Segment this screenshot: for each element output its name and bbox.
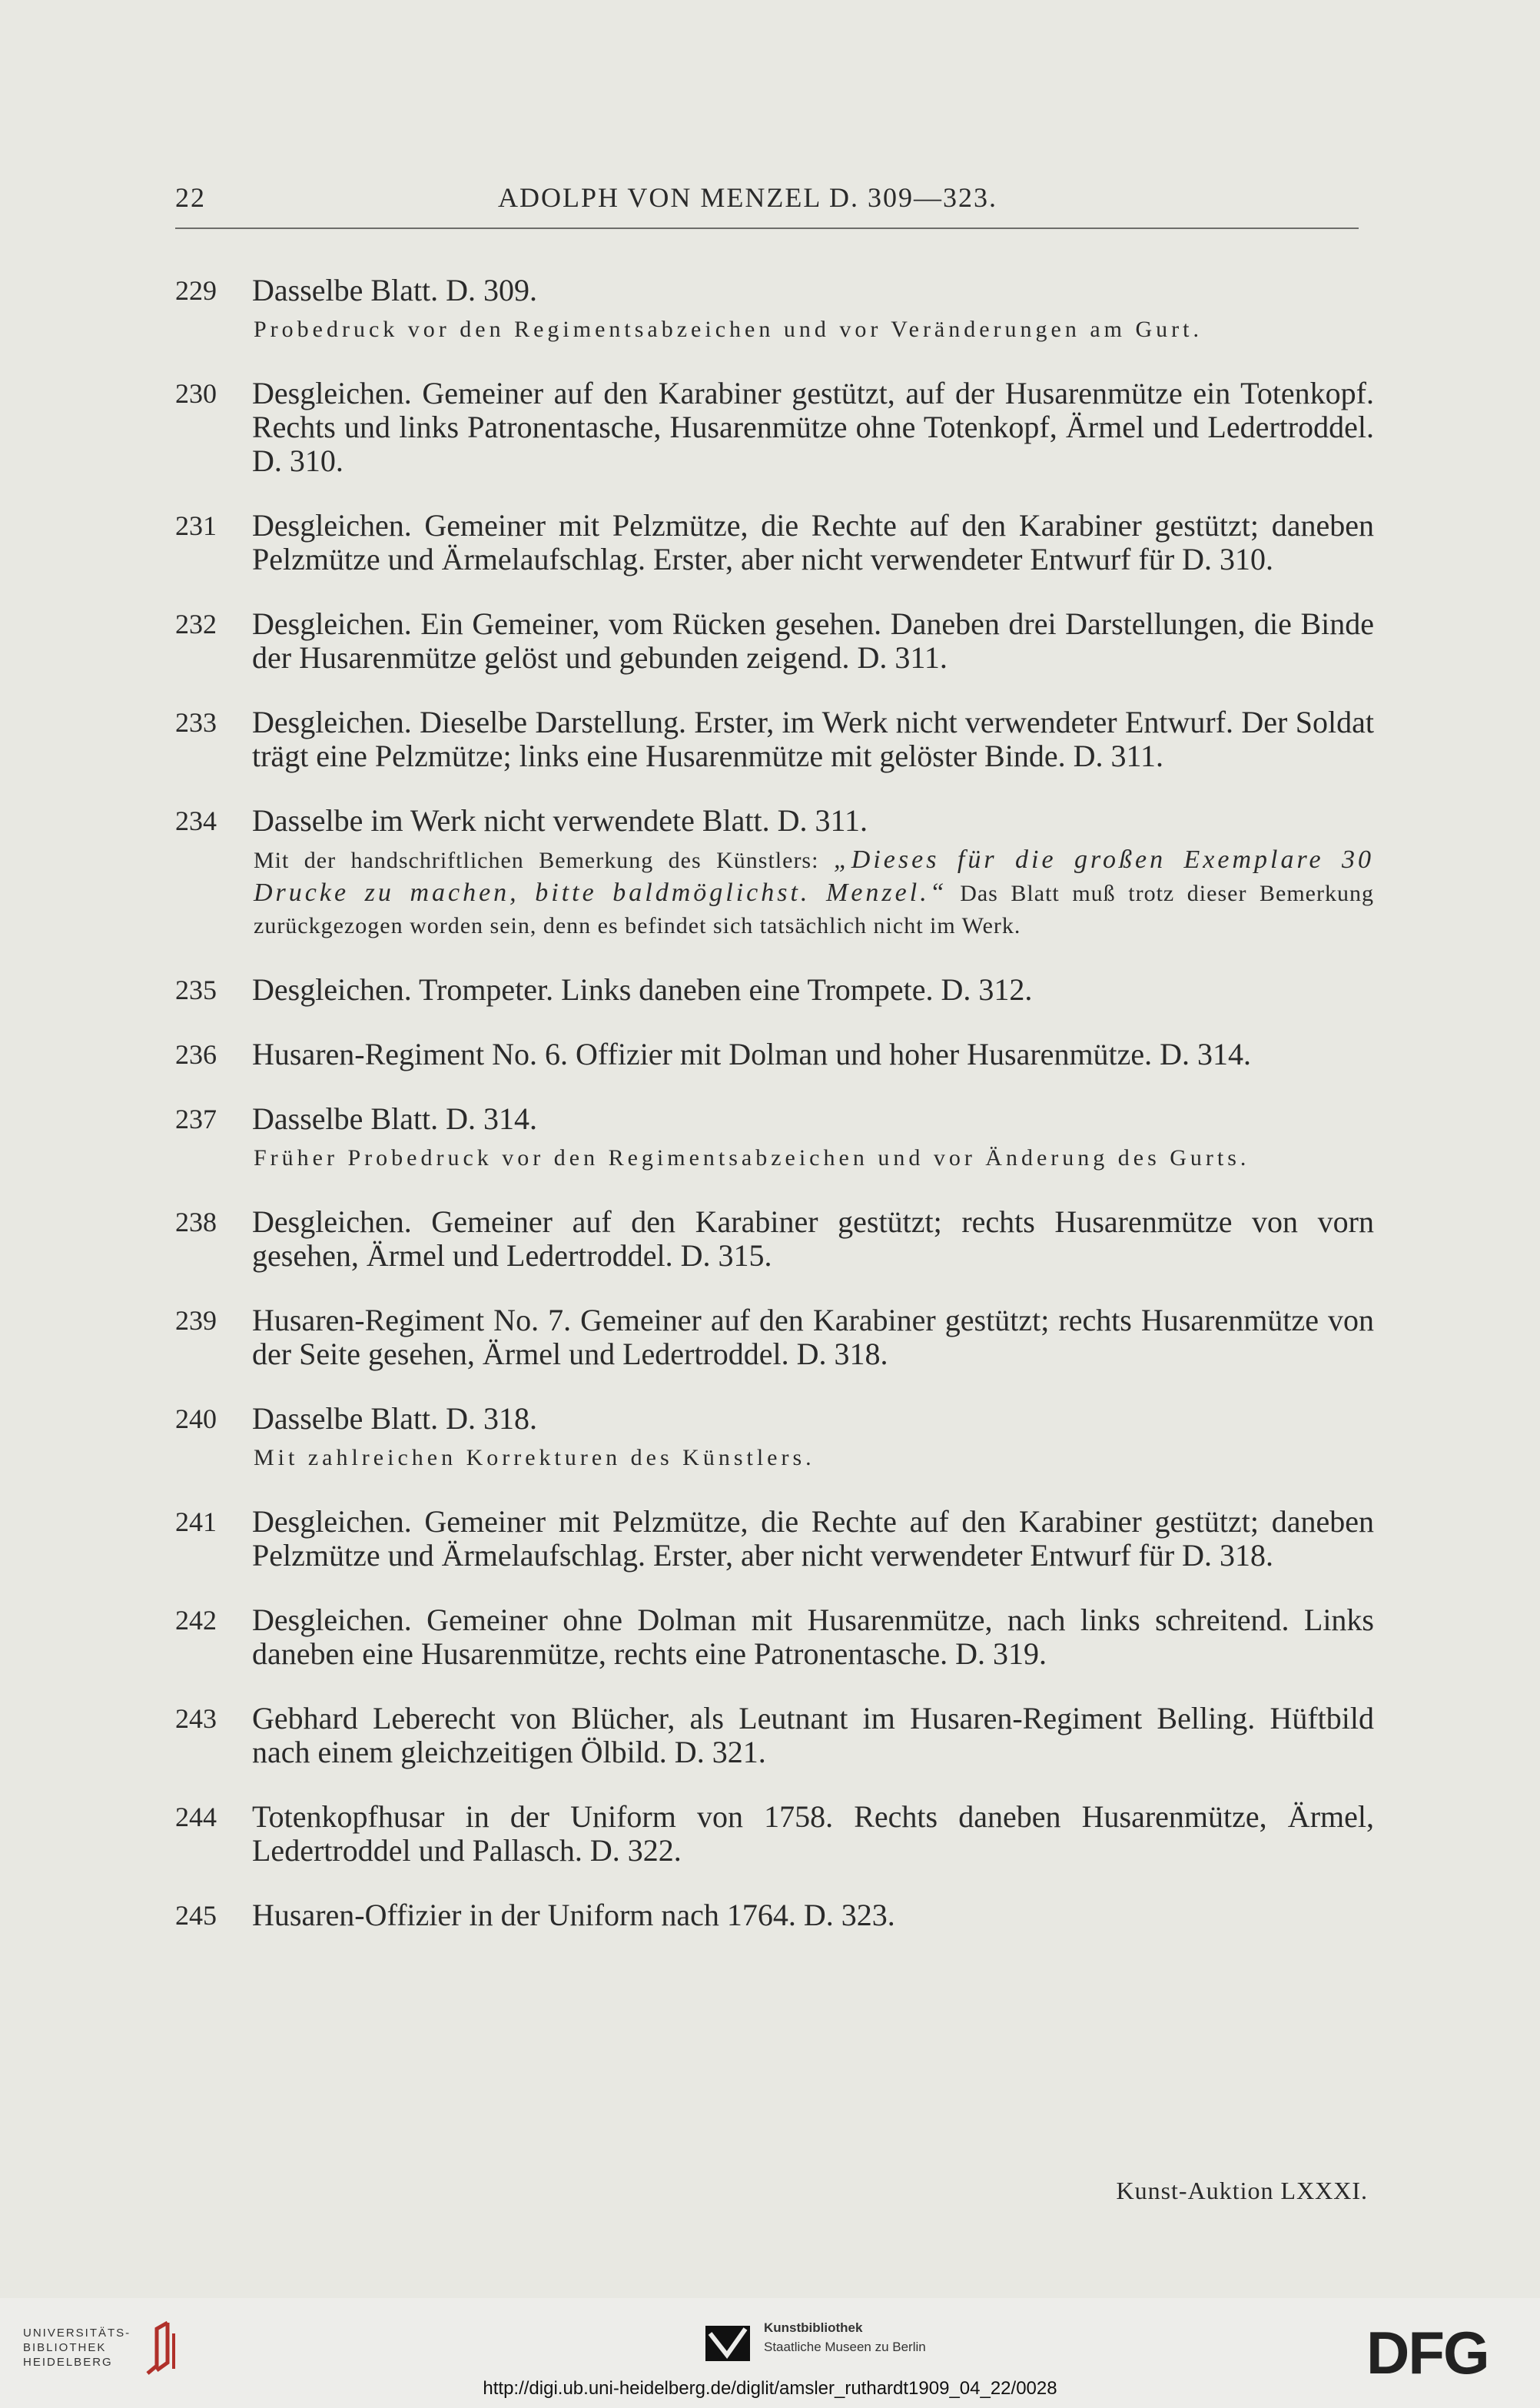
entry-number: 231 — [175, 510, 217, 541]
note-intro: Mit der handschriftlichen Bemerkung des Künstlers: — [254, 848, 834, 873]
entry-number: 239 — [175, 1305, 217, 1336]
header-rule — [175, 228, 1359, 229]
entry-text: Desgleichen. Trompeter. Links daneben eine Trompete. D. 312. — [252, 972, 1033, 1007]
entry-note — [254, 844, 1374, 942]
catalog-entry — [175, 1205, 1374, 1273]
entry-number: 232 — [175, 609, 217, 639]
entry-number: 243 — [175, 1703, 217, 1734]
kb-subtitle: Staatliche Museen zu Berlin — [764, 2340, 926, 2354]
catalog-entry — [175, 1702, 1374, 1769]
entry-number: 233 — [175, 707, 217, 738]
entry-text: Gebhard Leberecht von Blücher, als Leutnant im Husaren-Regiment Belling. Hüftbild nach einem gleichzeitigen Ölbild. D. 321. — [252, 1701, 1374, 1769]
uni-line: UNIVERSITÄTS- — [23, 2327, 131, 2340]
catalog-entry — [175, 1505, 1374, 1573]
entry-text: Husaren-Offizier in der Uniform nach 1764. D. 323. — [252, 1898, 895, 1932]
dfg-logo[interactable]: DFG — [1366, 2319, 1489, 2386]
note-remark: Das Blatt muß trotz dieser Bemerkung zurückgezogen worden sein, denn es befindet sich tatsächlich nicht im Werk. — [254, 881, 1374, 938]
running-header — [175, 181, 1359, 228]
catalog-entry — [175, 274, 1374, 346]
entry-text: Dasselbe im Werk nicht verwendete Blatt. D. 311. — [252, 803, 868, 838]
catalog-entry — [175, 1304, 1374, 1371]
catalog-entry — [175, 706, 1374, 773]
catalog-entry — [175, 1402, 1374, 1474]
catalog-entry — [175, 1038, 1374, 1071]
catalog-entry — [175, 377, 1374, 478]
entry-number: 241 — [175, 1506, 217, 1537]
university-logo-icon[interactable] — [137, 2318, 186, 2380]
entry-number: 242 — [175, 1605, 217, 1636]
entry-text: Desgleichen. Gemeiner auf den Karabiner gestützt; rechts Husarenmütze von vorn gesehen, Ärmel und Ledertroddel. D. 315. — [252, 1204, 1374, 1273]
entry-text: Desgleichen. Dieselbe Darstellung. Erster, im Werk nicht verwendeter Entwurf. Der Soldat trägt eine Pelzmütze; links eine Husarenmütze mit gelöster Binde. D. 311. — [252, 705, 1374, 773]
entry-text: Desgleichen. Gemeiner mit Pelzmütze, die Rechte auf den Karabiner gestützt; daneben Pelzmütze und Ärmelaufschlag. Erster, aber nicht verwendeter Entwurf für D. 310. — [252, 508, 1374, 576]
page-number: 22 — [175, 182, 206, 213]
entry-text: Husaren-Regiment No. 6. Offizier mit Dolman und hoher Husarenmütze. D. 314. — [252, 1037, 1252, 1071]
source-url[interactable]: http://digi.ub.uni-heidelberg.de/diglit/amsler_ruthardt1909_04_22/0028 — [483, 2378, 1057, 2399]
entry-text: Dasselbe Blatt. D. 309. — [252, 273, 538, 307]
entry-text: Husaren-Regiment No. 7. Gemeiner auf den Karabiner gestützt; rechts Husarenmütze von der Seite gesehen, Ärmel und Ledertroddel. D. 318. — [252, 1303, 1374, 1371]
entry-number: 245 — [175, 1900, 217, 1931]
kb-title: Kunstbibliothek — [764, 2320, 863, 2335]
uni-line: BIBLIOTHEK — [23, 2341, 107, 2354]
university-library-label[interactable] — [23, 2326, 131, 2370]
entry-text: Desgleichen. Gemeiner auf den Karabiner gestützt, auf der Husarenmütze ein Totenkopf. Rechts und links Patronentasche, Husarenmütze ohne Totenkopf, Ärmel und Ledertroddel. D. 310. — [252, 376, 1374, 478]
digitization-footer-bar — [0, 2298, 1540, 2408]
catalog-entry — [175, 1603, 1374, 1671]
running-title: ADOLPH VON MENZEL D. 309—323. — [498, 182, 997, 213]
kunstbibliothek-logo-icon[interactable] — [704, 2318, 752, 2364]
kunstbibliothek-label[interactable] — [764, 2318, 926, 2357]
catalog-entry — [175, 607, 1374, 675]
entry-number: 229 — [175, 275, 217, 306]
catalog-entry — [175, 1800, 1374, 1868]
entry-number: 237 — [175, 1104, 217, 1134]
catalog-entry — [175, 1898, 1374, 1932]
entry-note: Mit zahlreichen Korrekturen des Künstlers. — [254, 1445, 815, 1470]
artist-quote: „Dieses für die großen Exemplare 30 Drucke zu machen, bitte baldmöglichst. Menzel.“ — [254, 845, 1374, 907]
catalog-entries — [175, 274, 1374, 1963]
entry-note: Früher Probedruck vor den Regimentsabzeichen und vor Änderung des Gurts. — [254, 1145, 1250, 1171]
entry-number: 236 — [175, 1039, 217, 1070]
entry-number: 234 — [175, 805, 217, 836]
catalog-signature: Kunst-Auktion LXXXI. — [1116, 2177, 1368, 2204]
catalog-entry — [175, 804, 1374, 942]
entry-number: 240 — [175, 1403, 217, 1434]
entry-text: Totenkopfhusar in der Uniform von 1758. Rechts daneben Husarenmütze, Ärmel, Ledertroddel und Pallasch. D. 322. — [252, 1799, 1374, 1868]
entry-text: Desgleichen. Gemeiner ohne Dolman mit Husarenmütze, nach links schreitend. Links daneben eine Husarenmütze, rechts eine Patronentasche. D. 319. — [252, 1603, 1374, 1671]
entry-number: 235 — [175, 975, 217, 1005]
catalog-entry — [175, 509, 1374, 576]
entry-number: 238 — [175, 1207, 217, 1237]
entry-note: Probedruck vor den Regimentsabzeichen und vor Veränderungen am Gurt. — [254, 317, 1203, 342]
uni-line: HEIDELBERG — [23, 2356, 113, 2369]
catalog-entry — [175, 973, 1374, 1007]
catalog-entry — [175, 1102, 1374, 1174]
entry-text: Desgleichen. Gemeiner mit Pelzmütze, die Rechte auf den Karabiner gestützt; daneben Pelzmütze und Ärmelaufschlag. Erster, aber nicht verwendeter Entwurf für D. 318. — [252, 1504, 1374, 1573]
entry-number: 244 — [175, 1802, 217, 1832]
entry-number: 230 — [175, 378, 217, 409]
entry-text: Dasselbe Blatt. D. 314. — [252, 1101, 538, 1136]
entry-text: Dasselbe Blatt. D. 318. — [252, 1401, 538, 1436]
entry-text: Desgleichen. Ein Gemeiner, vom Rücken gesehen. Daneben drei Darstellungen, die Binde der Husarenmütze gelöst und gebunden zeigend. D. 311. — [252, 606, 1374, 675]
